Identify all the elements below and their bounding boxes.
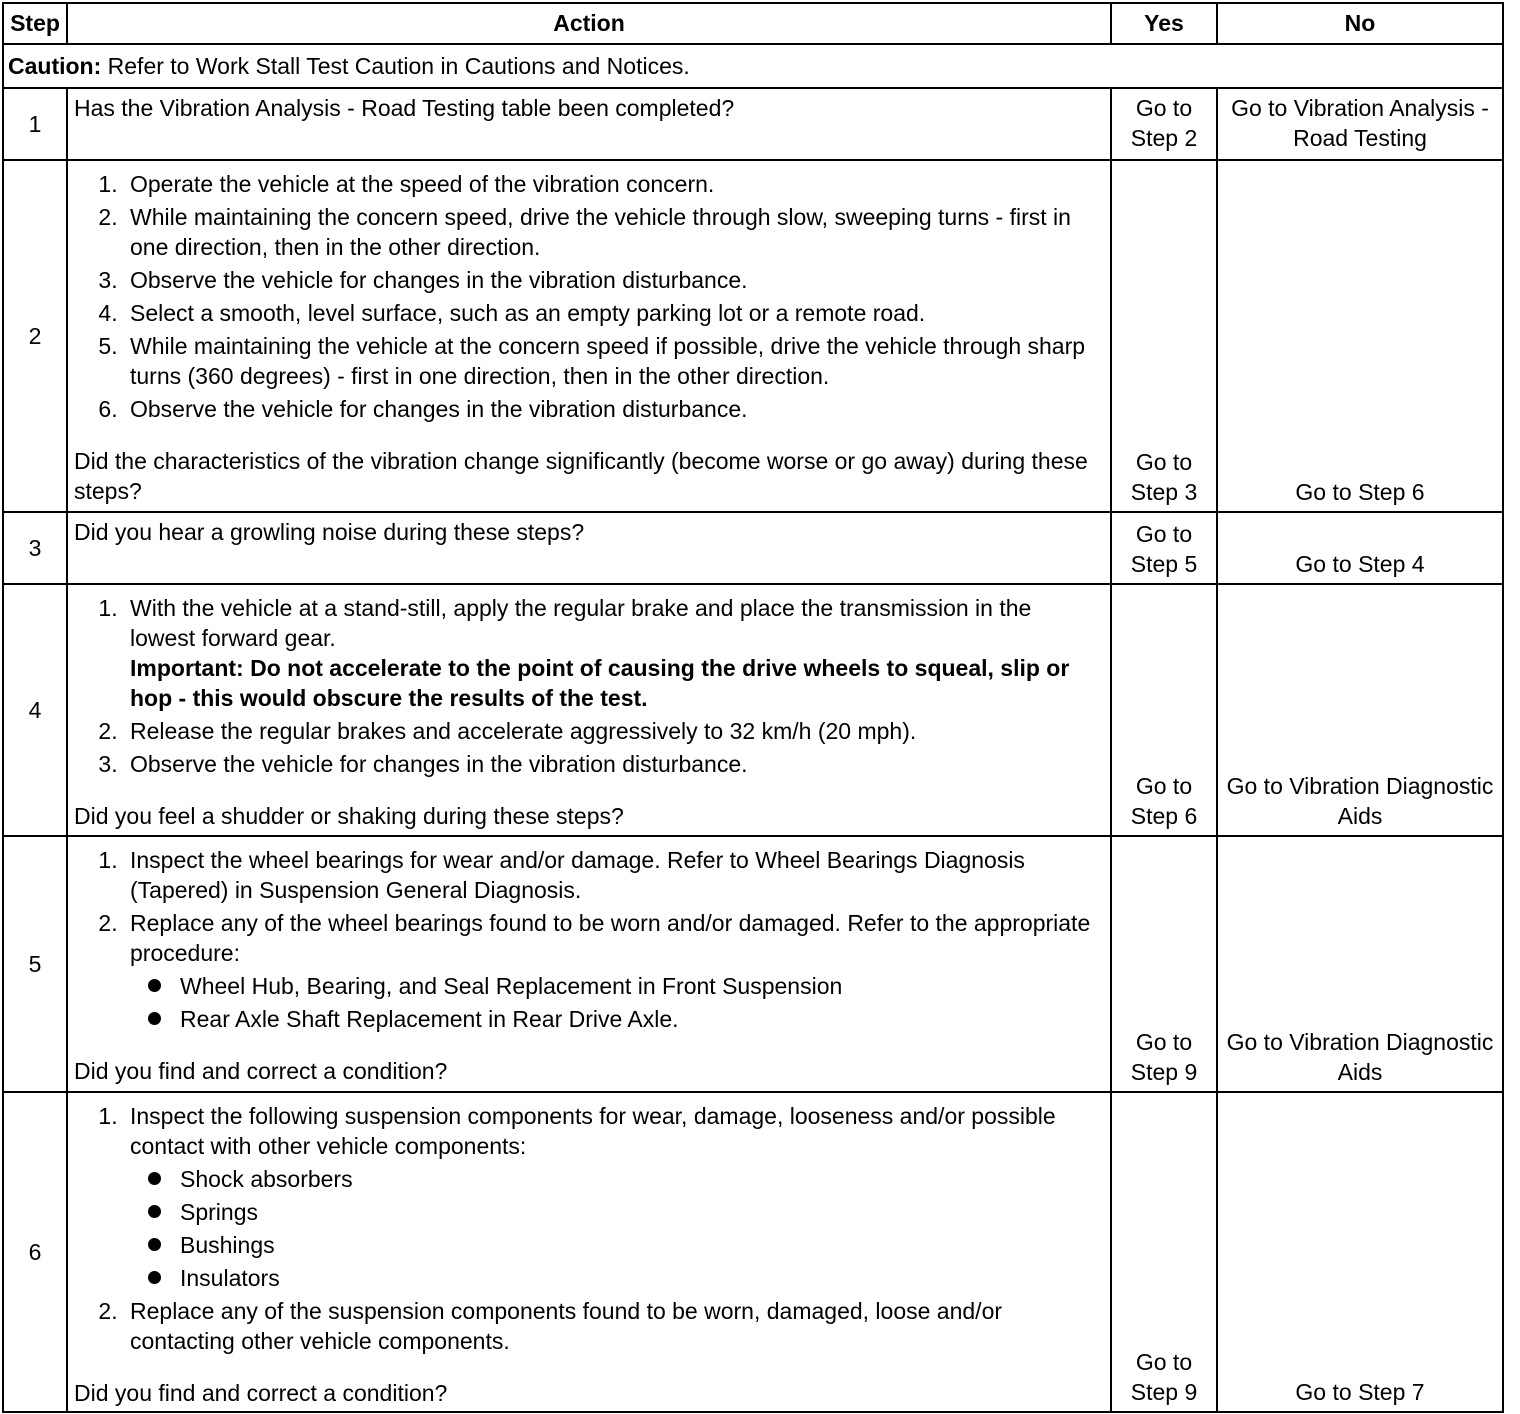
yes-cell: Go to Step 2: [1111, 88, 1217, 160]
header-row: [3, 3, 1503, 44]
list-item: [124, 593, 1102, 713]
bullet-item: Springs: [172, 1197, 1102, 1227]
list-item: 2. While maintaining the concern speed, drive the vehicle through slow, sweeping turns - first in one direction, then in the other direction.: [124, 202, 1102, 262]
action-cell: [67, 584, 1111, 836]
action-cell: [67, 836, 1111, 1092]
action-cell: [67, 88, 1111, 160]
action-list: [74, 845, 1102, 1034]
header-step: Step: [3, 3, 67, 44]
action-list: [74, 1101, 1102, 1356]
question-text: Has the Vibration Analysis - Road Testing table been completed?: [74, 95, 735, 121]
action-cell: [67, 1092, 1111, 1412]
step-number: 4: [3, 584, 67, 836]
no-cell: Go to Step 6: [1217, 160, 1503, 512]
list-item: 4. Select a smooth, level surface, such as an empty parking lot or a remote road.: [124, 298, 1102, 328]
yes-cell: Go to Step 5: [1111, 512, 1217, 584]
list-item: [124, 908, 1102, 1034]
no-cell: Go to Vibration Analysis - Road Testing: [1217, 88, 1503, 160]
list-item: 1. Operate the vehicle at the speed of the vibration concern.: [124, 169, 1102, 199]
list-item: 5. While maintaining the vehicle at the concern speed if possible, drive the vehicle through sharp turns (360 degrees) - first in one direction, then in the other direction.: [124, 331, 1102, 391]
bullet-item: Insulators: [172, 1263, 1102, 1293]
action-list: [74, 593, 1102, 779]
table-row: [3, 88, 1503, 160]
important-note: Important: Do not accelerate to the point of causing the drive wheels to squeal, slip or hop - this would obscure the results of the test.: [130, 655, 1070, 711]
list-item: 2. Release the regular brakes and accelerate aggressively to 32 km/h (20 mph).: [124, 716, 1102, 746]
list-item: 2. Replace any of the suspension components found to be worn, damaged, loose and/or contacting other vehicle components.: [124, 1296, 1102, 1356]
no-cell: Go to Step 7: [1217, 1092, 1503, 1412]
table-row: [3, 836, 1503, 1092]
caution-text: Refer to Work Stall Test Caution in Cautions and Notices.: [101, 53, 690, 79]
table-row: [3, 160, 1503, 512]
step-number: 6: [3, 1092, 67, 1412]
table-row: [3, 584, 1503, 836]
step-number: 1: [3, 88, 67, 160]
yes-cell: Go to Step 9: [1111, 836, 1217, 1092]
action-cell: [67, 160, 1111, 512]
action-cell: [67, 512, 1111, 584]
yes-cell: Go to Step 3: [1111, 160, 1217, 512]
no-cell: Go to Step 4: [1217, 512, 1503, 584]
diagnostic-table: [2, 2, 1504, 1413]
question-text: Did you feel a shudder or shaking during these steps?: [74, 803, 624, 829]
question-text: Did the characteristics of the vibration change significantly (become worse or go away) during these steps?: [74, 448, 1088, 504]
question-text: Did you find and correct a condition?: [74, 1380, 448, 1406]
bullet-list: [130, 1164, 1102, 1293]
question-text: Did you find and correct a condition?: [74, 1058, 448, 1084]
header-action: Action: [67, 3, 1111, 44]
list-item: [124, 1101, 1102, 1293]
bullet-item: Rear Axle Shaft Replacement in Rear Drive Axle.: [172, 1004, 1102, 1034]
bullet-item: Bushings: [172, 1230, 1102, 1260]
table-row: [3, 1092, 1503, 1412]
caution-row: [3, 44, 1503, 88]
bullet-item: Shock absorbers: [172, 1164, 1102, 1194]
list-item-text: Inspect the following suspension components for wear, damage, looseness and/or possible contact with other vehicle components:: [130, 1103, 1056, 1159]
list-item-text: With the vehicle at a stand-still, apply the regular brake and place the transmission in the lowest forward gear.: [130, 595, 1032, 651]
header-yes: Yes: [1111, 3, 1217, 44]
list-item-text: Replace any of the wheel bearings found to be worn and/or damaged. Refer to the appropriate procedure:: [130, 910, 1091, 966]
list-item: 3. Observe the vehicle for changes in the vibration disturbance.: [124, 749, 1102, 779]
step-number: 3: [3, 512, 67, 584]
yes-cell: Go to Step 9: [1111, 1092, 1217, 1412]
list-item: 6. Observe the vehicle for changes in the vibration disturbance.: [124, 394, 1102, 424]
step-number: 2: [3, 160, 67, 512]
yes-cell: Go to Step 6: [1111, 584, 1217, 836]
list-item: 3. Observe the vehicle for changes in the vibration disturbance.: [124, 265, 1102, 295]
action-list: [74, 169, 1102, 424]
header-no: No: [1217, 3, 1503, 44]
table-row: [3, 512, 1503, 584]
no-cell: Go to Vibration Diagnostic Aids: [1217, 836, 1503, 1092]
question-text: Did you hear a growling noise during these steps?: [74, 519, 585, 545]
caution-cell: [3, 44, 1503, 88]
step-number: 5: [3, 836, 67, 1092]
caution-label: Caution:: [8, 53, 102, 79]
bullet-item: Wheel Hub, Bearing, and Seal Replacement in Front Suspension: [172, 971, 1102, 1001]
bullet-list: [130, 971, 1102, 1034]
no-cell: Go to Vibration Diagnostic Aids: [1217, 584, 1503, 836]
list-item: 1. Inspect the wheel bearings for wear and/or damage. Refer to Wheel Bearings Diagnosis (Tapered) in Suspension General Diagnosis.: [124, 845, 1102, 905]
